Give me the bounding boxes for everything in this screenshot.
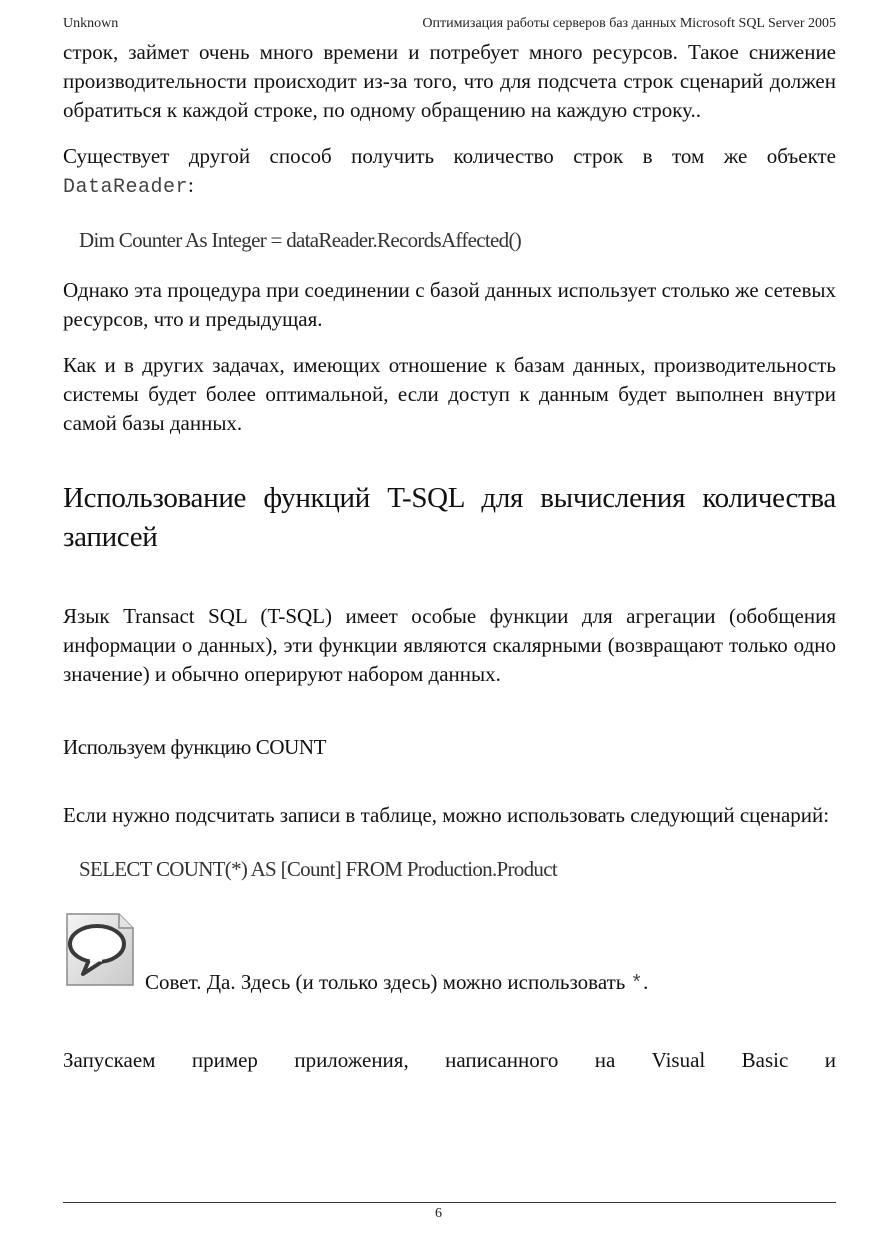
paragraph-other-method xyxy=(63,142,836,202)
word: написанного xyxy=(445,1048,559,1072)
subheading-count-function: Используем функцию COUNT xyxy=(63,735,327,759)
running-header-left: Unknown xyxy=(63,16,119,31)
tip-block xyxy=(63,911,836,1005)
paragraph-performance: Как и в других задачах, имеющих отношение к базам данных, производительность системы будет более оптимальной, если доступ к данным будет выполнен внутри самой базы данных. xyxy=(63,353,836,435)
tip-text-suffix: . xyxy=(643,970,649,994)
paragraph-row-count-cost: строк, займет очень много времени и потребует много ресурсов. Такое снижение производительности происходит из-за того, что для подсчета строк сценарий должен обратиться к каждой строке, по одному обращению на каждую строку.. xyxy=(63,40,836,122)
section-heading: Использование функций T-SQL для вычисления количества записей xyxy=(63,482,836,553)
tip-text-main: Совет. Да. Здесь (и только здесь) можно использовать xyxy=(145,970,631,994)
page-number: 6 xyxy=(435,1206,442,1221)
paragraph-count-records: Если нужно подсчитать записи в таблице, можно использовать следующий сценарий: xyxy=(63,803,830,827)
paragraph-tsql-aggregates: Язык Transact SQL (T-SQL) имеет особые функции для агрегации (обобщения информации о данных), эти функции являются скалярными (возвращают только одно значение) и обычно оперируют набором данных. xyxy=(63,604,836,686)
inline-code-asterisk: * xyxy=(630,973,644,996)
word: Visual xyxy=(651,1048,706,1072)
word: приложения, xyxy=(294,1048,409,1072)
paragraph-other-method-suffix: : xyxy=(188,173,194,197)
word: и xyxy=(824,1048,836,1072)
speech-bubble-note-icon xyxy=(63,911,137,987)
code-line-records-affected: Dim Counter As Integer = dataReader.RecordsAffected() xyxy=(79,228,522,252)
footer-rule xyxy=(63,1202,836,1203)
tip-text xyxy=(145,968,648,999)
word: пример xyxy=(191,1048,258,1072)
paragraph-run-example xyxy=(63,1046,836,1075)
word: Запускаем xyxy=(63,1048,156,1072)
word: Basic xyxy=(741,1048,789,1072)
paragraph-other-method-text: Существует другой способ получить количество строк в том же объекте xyxy=(63,144,836,168)
paragraph-network-resources: Однако эта процедура при соединении с базой данных использует столько же сетевых ресурсов, что и предыдущая. xyxy=(63,278,836,331)
word: на xyxy=(594,1048,616,1072)
code-line-select-count: SELECT COUNT(*) AS [Count] FROM Production.Product xyxy=(79,857,557,881)
inline-code-datareader: DataReader xyxy=(63,176,189,199)
page-content xyxy=(63,38,836,1075)
running-header-title: Оптимизация работы серверов баз данных Microsoft SQL Server 2005 xyxy=(422,16,836,31)
